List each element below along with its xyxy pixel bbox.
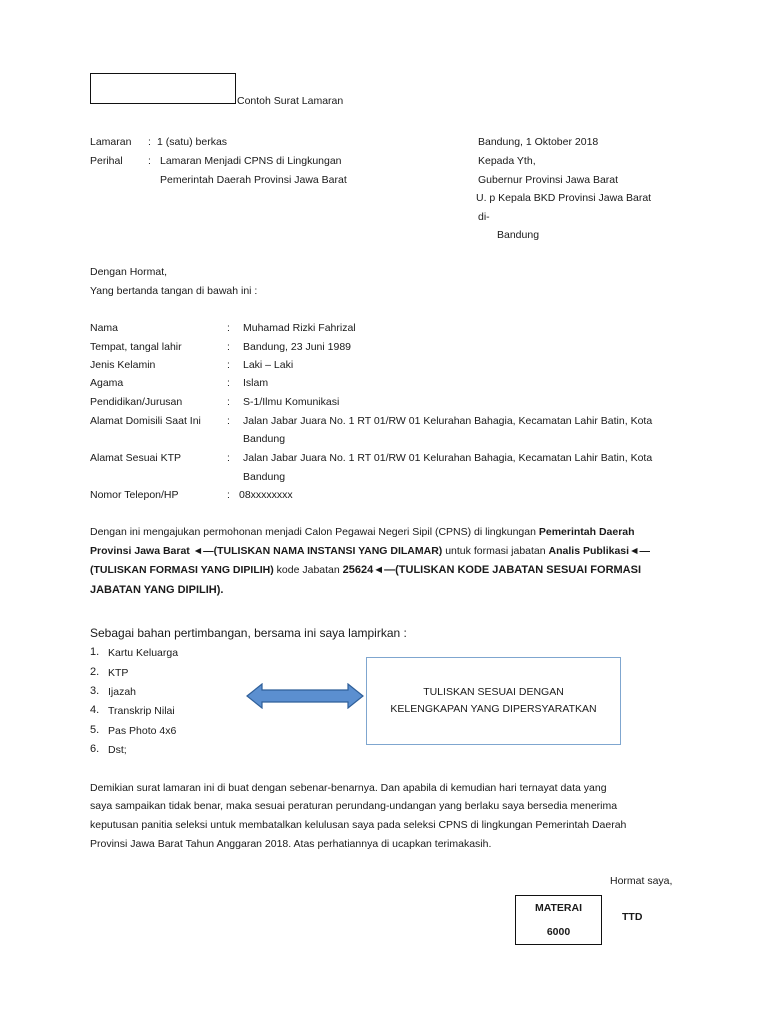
list-item: Dst; [108,744,127,756]
identity-value-cont: Bandung [243,471,286,483]
identity-label: Alamat Domisili Saat Ini [90,415,201,427]
application-text: kode Jabatan [273,564,343,576]
perihal-sep: : [148,155,151,167]
perihal-label: Perihal [90,155,123,167]
double-arrow-icon [246,683,364,709]
identity-value: Jalan Jabar Juara No. 1 RT 01/RW 01 Kelurahan Bahagia, Kecamatan Lahir Batin, Kota [243,415,653,427]
application-province: Provinsi Jawa Barat [90,545,190,557]
left-arrow-icon: ◄— [629,545,650,557]
identity-label: Jenis Kelamin [90,359,156,371]
greeting: Dengan Hormat, [90,266,168,278]
identity-label: Nomor Telepon/HP [90,489,179,501]
identity-sep: : [227,489,230,501]
application-text: untuk formasi jabatan [442,545,549,557]
list-number: 5. [90,724,100,736]
addressee-line4: di- [478,211,490,223]
closing-line4: Provinsi Jawa Barat Tahun Anggaran 2018. Atas perhatiannya di ucapkan terimakasih. [90,838,492,850]
identity-value: Bandung, 23 Juni 1989 [243,341,352,353]
identity-sep: : [227,359,230,371]
list-number: 6. [90,743,100,755]
instruction-formation: (TULISKAN FORMASI YANG DIPILIH) [90,564,274,576]
identity-sep: : [227,341,230,353]
period: . [220,584,224,596]
identity-value: 08xxxxxxxx [239,489,293,501]
lamaran-value: 1 (satu) berkas [157,136,228,148]
identity-sep: : [227,452,230,464]
instruction-instance: (TULISKAN NAMA INSTANSI YANG DILAMAR) [213,545,443,557]
page-title: Contoh Surat Lamaran [237,95,344,107]
application-line3 [90,564,641,576]
regards: Hormat saya, [610,875,673,887]
list-item: Transkrip Nilai [108,705,175,717]
list-item: Ijazah [108,686,137,698]
identity-sep: : [227,415,230,427]
instruction-code-cont: JABATAN YANG DIPILIH) [90,584,221,596]
materai-stamp-box [515,895,602,945]
list-number: 3. [90,685,100,697]
list-number: 2. [90,666,100,678]
perihal-line1: Lamaran Menjadi CPNS di Lingkungan [160,155,342,167]
identity-sep: : [227,322,230,334]
attachments-intro: Sebagai bahan pertimbangan, bersama ini saya lampirkan : [90,626,407,640]
identity-label: Tempat, tangal lahir [90,341,182,353]
left-arrow-icon: ◄— [192,545,214,557]
instruction-box [366,657,621,745]
application-instance: Pemerintah Daerah [538,526,635,538]
signature-ttd: TTD [622,911,643,923]
identity-sep: : [227,396,230,408]
closing-line1: Demikian surat lamaran ini di buat dengan sebenar-benarnya. Dan apabila di kemudian hari ternayat data yang [90,782,607,794]
greeting-intro: Yang bertanda tangan di bawah ini : [90,285,258,297]
application-position: Analis Publikasi [548,545,630,557]
addressee-line5: Bandung [497,229,540,241]
identity-value: Muhamad Rizki Fahrizal [243,322,356,334]
identity-value: Islam [243,377,269,389]
lamaran-sep: : [148,136,151,148]
identity-value: Jalan Jabar Juara No. 1 RT 01/RW 01 Kelurahan Bahagia, Kecamatan Lahir Batin, Kota [243,452,653,464]
identity-sep: : [227,377,230,389]
application-line2 [90,545,650,557]
materai-value: 6000 [546,926,571,938]
list-number: 1. [90,646,100,658]
identity-label: Alamat Sesuai KTP [90,452,182,464]
application-line4 [90,584,223,596]
application-line1 [90,526,635,538]
closing-line2: saya sampaikan tidak benar, maka sesuai peraturan perundang-undangan yang berlaku saya bersedia menerima [90,800,618,812]
list-item: KTP [108,667,129,679]
letter-date: Bandung, 1 Oktober 2018 [478,136,599,148]
list-item: Kartu Keluarga [108,647,179,659]
lamaran-label: Lamaran [90,136,132,148]
identity-value: Laki – Laki [243,359,294,371]
addressee-line3: U. p Kepala BKD Provinsi Jawa Barat [476,192,652,204]
materai-label: MATERAI [534,902,583,914]
identity-label: Agama [90,377,124,389]
position-code: 25624 [342,564,374,576]
identity-label: Nama [90,322,119,334]
left-arrow-icon: ◄— [373,564,396,576]
instruction-box-line1: TULISKAN SESUAI DENGAN [423,686,564,698]
instruction-box-line2: KELENGKAPAN YANG DIPERSYARATKAN [390,703,597,715]
addressee-line1: Kepada Yth, [478,155,536,167]
application-text: Dengan ini mengajukan permohonan menjadi Calon Pegawai Negeri Sipil (CPNS) di lingkungan [90,526,539,538]
addressee-line2: Gubernur Provinsi Jawa Barat [478,174,619,186]
blank-box [90,73,236,104]
perihal-line2: Pemerintah Daerah Provinsi Jawa Barat [160,174,347,186]
identity-value: S-1/Ilmu Komunikasi [243,396,340,408]
identity-value-cont: Bandung [243,433,286,445]
list-number: 4. [90,704,100,716]
list-item: Pas Photo 4x6 [108,725,177,737]
identity-label: Pendidikan/Jurusan [90,396,183,408]
closing-line3: keputusan panitia seleksi untuk membatalkan kelulusan saya pada seleksi CPNS di lingkungan Pemerintah Daerah [90,819,627,831]
instruction-code: (TULISKAN KODE JABATAN SESUAI FORMASI [395,564,642,576]
